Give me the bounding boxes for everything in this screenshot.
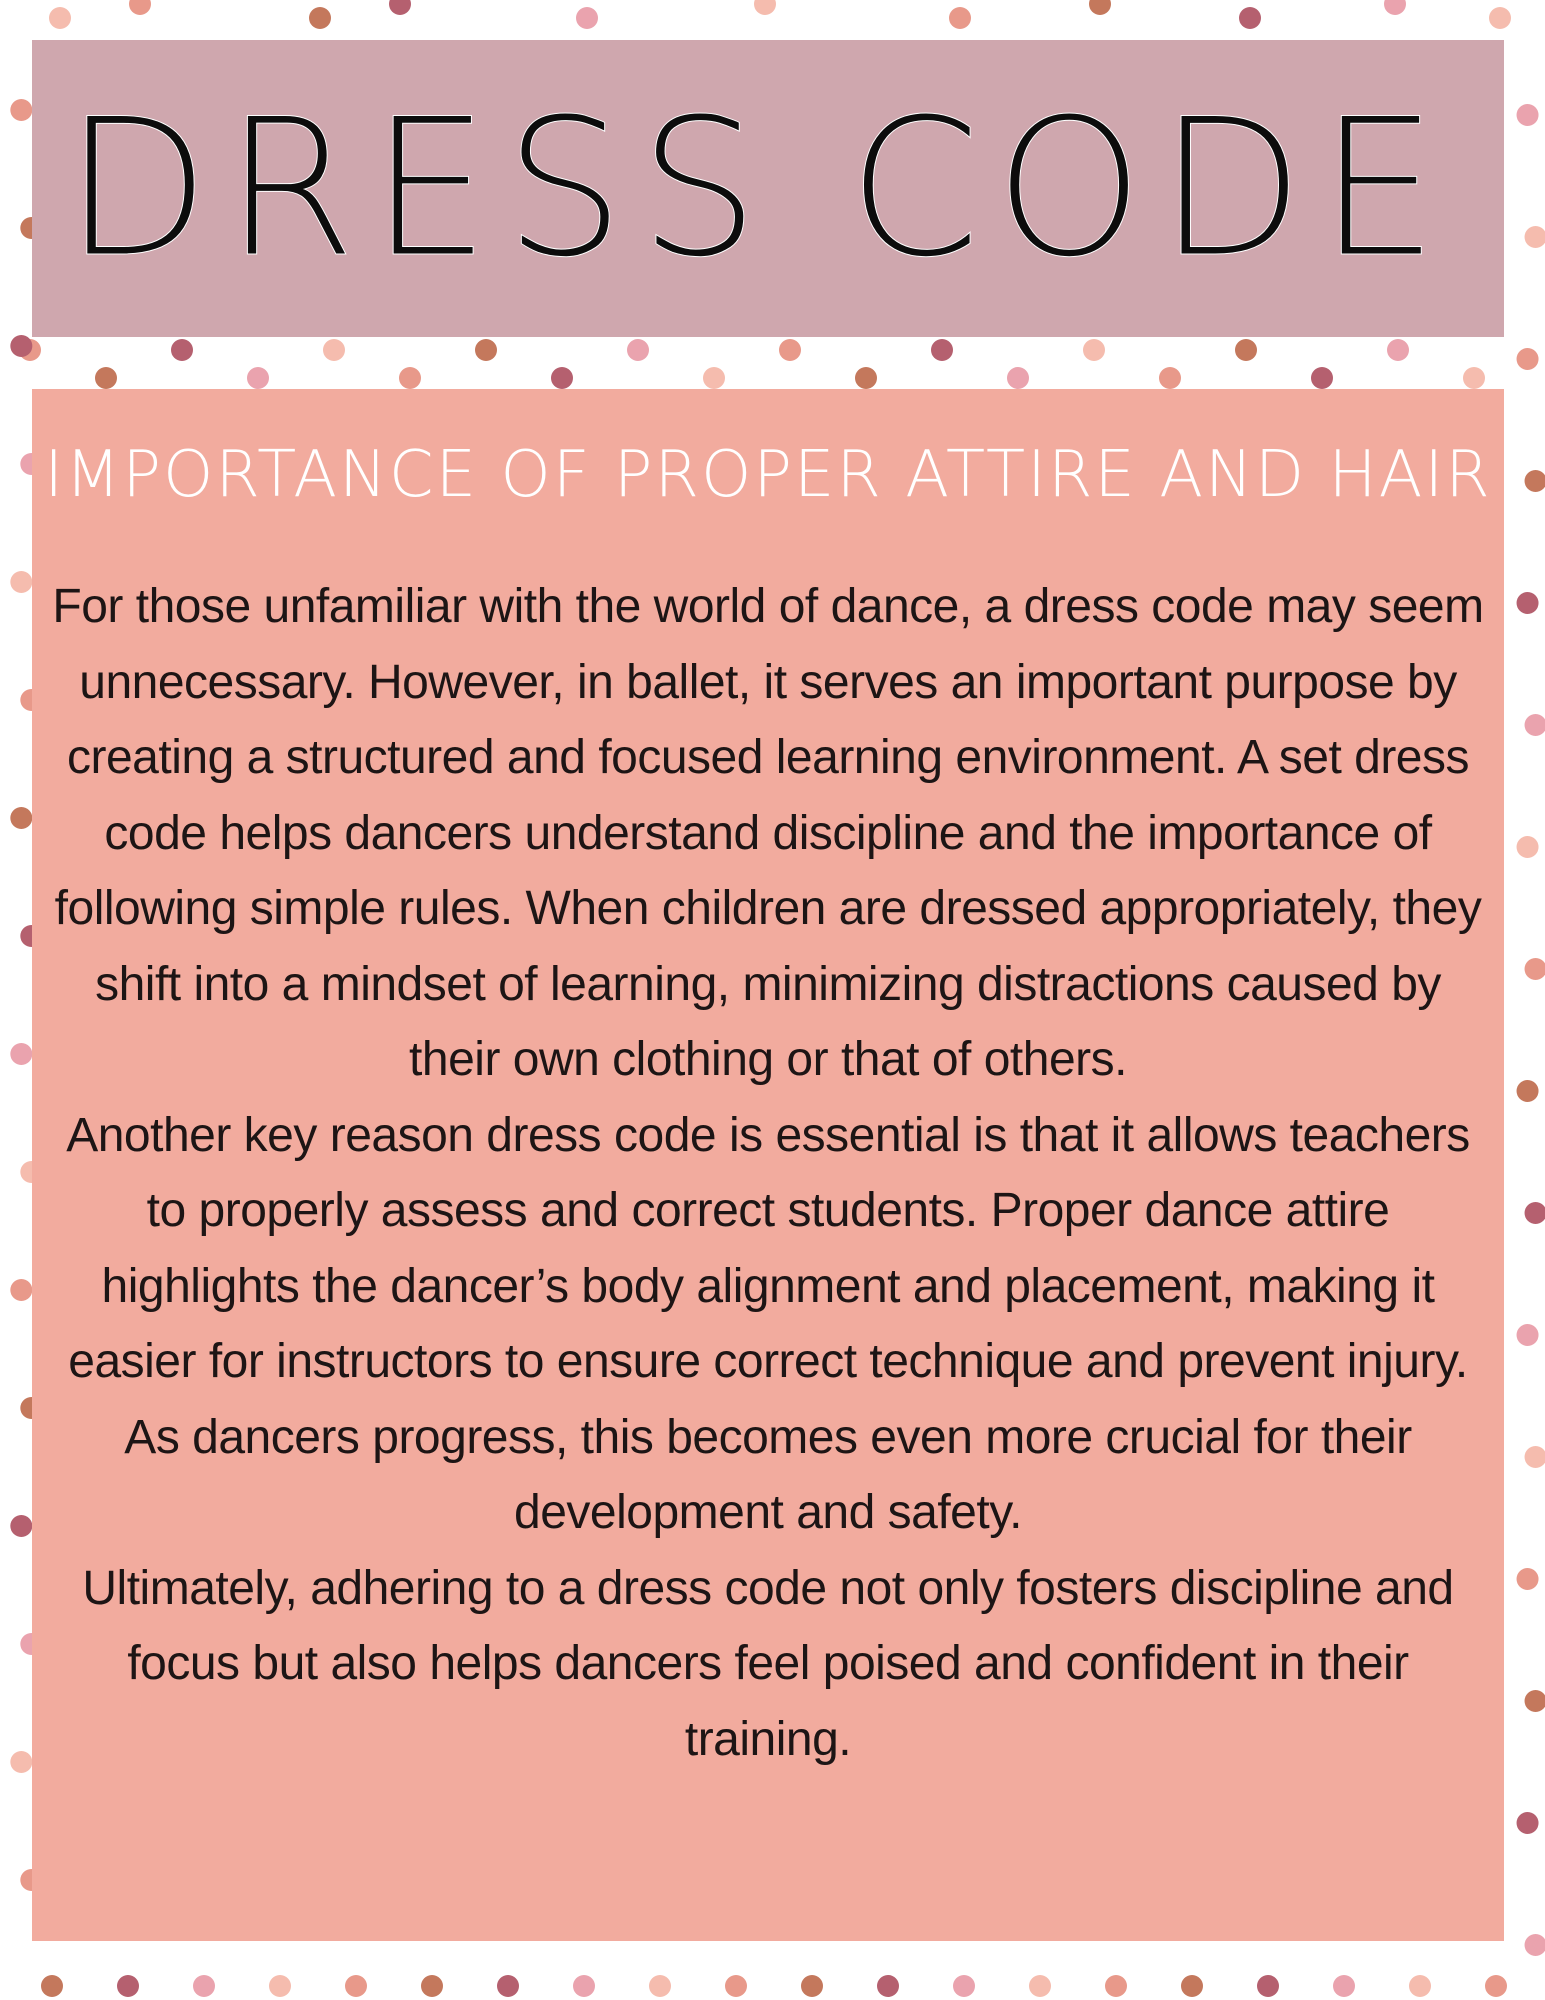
polka-dot [1333, 1975, 1355, 1997]
polka-dot [754, 0, 776, 15]
polka-dot [1517, 1812, 1539, 1834]
polka-dot [389, 0, 411, 15]
polka-dot [1257, 1975, 1279, 1997]
polka-dot [1235, 339, 1257, 361]
polka-dot [1105, 1975, 1127, 1997]
polka-dot [475, 339, 497, 361]
polka-dot [931, 339, 953, 361]
polka-dot [10, 335, 32, 357]
paragraph-2: Another key reason dress code is essential is that it allows teachers to properly assess and correct students. Proper dance attire highlights the dancer’s body alignment and placement, making it easier for instructors to ensure correct technique and prevent injury. As dancers progress, this becomes even more crucial for their development and safety. [66, 1108, 1470, 1539]
polka-dot [309, 7, 331, 29]
polka-dot [1029, 1975, 1051, 1997]
polka-dot [129, 0, 151, 15]
polka-dot [10, 807, 32, 829]
polka-dot [576, 7, 598, 29]
polka-dot [1525, 470, 1545, 492]
polka-dot [1384, 0, 1406, 15]
polka-dot [1517, 348, 1539, 370]
polka-dot [117, 1975, 139, 1997]
polka-dot [1463, 367, 1485, 389]
polka-dot [779, 339, 801, 361]
polka-dot [1387, 339, 1409, 361]
polka-dot [1409, 1975, 1431, 1997]
polka-dot [10, 99, 32, 121]
polka-dot [345, 1975, 367, 1997]
polka-dot [1083, 339, 1105, 361]
polka-dot [1517, 1080, 1539, 1102]
polka-dot [269, 1975, 291, 1997]
polka-dot [247, 367, 269, 389]
polka-dot [10, 571, 32, 593]
polka-dot [10, 1515, 32, 1537]
paragraph-3: Ultimately, adhering to a dress code not only fosters discipline and focus but also helps dancers feel poised and confident in their training. [82, 1561, 1454, 1766]
polka-dot [49, 7, 71, 29]
polka-dot [421, 1975, 443, 1997]
polka-dot [1239, 7, 1261, 29]
polka-dot [1485, 1975, 1507, 1997]
body-text [46, 569, 1490, 1777]
polka-dot [41, 1975, 63, 1997]
polka-dot [1517, 1568, 1539, 1590]
polka-dot [877, 1975, 899, 1997]
polka-dot [10, 1279, 32, 1301]
polka-dot [1525, 1202, 1545, 1224]
polka-dot [1525, 958, 1545, 980]
polka-dot [1489, 7, 1511, 29]
polka-dot [95, 367, 117, 389]
content-panel [32, 389, 1504, 1941]
polka-dot [1525, 226, 1545, 248]
polka-dot [855, 367, 877, 389]
polka-dot [953, 1975, 975, 1997]
polka-dot [1525, 1690, 1545, 1712]
polka-dot [801, 1975, 823, 1997]
paragraph-1: For those unfamiliar with the world of dance, a dress code may seem unnecessary. However, in ballet, it serves an important purpose by creating a structured and focused learning environment. A set dress code helps dancers understand discipline and the importance of following simple rules. When children are dressed appropriately, they shift into a mindset of learning, minimizing distractions caused by their own clothing or that of others. [52, 580, 1484, 1086]
polka-dot [725, 1975, 747, 1997]
polka-dot [171, 339, 193, 361]
title-band [32, 40, 1504, 337]
polka-dot [649, 1975, 671, 1997]
polka-dot [1007, 367, 1029, 389]
polka-dot [497, 1975, 519, 1997]
polka-dot [1311, 367, 1333, 389]
page-title: DRESS CODE [63, 77, 1453, 299]
polka-dot [193, 1975, 215, 1997]
polka-dot [1089, 0, 1111, 15]
polka-dot [627, 339, 649, 361]
polka-dot [1525, 1934, 1545, 1956]
polka-dot [1525, 714, 1545, 736]
polka-dot [10, 1751, 32, 1773]
polka-dot [551, 367, 573, 389]
polka-dot [573, 1975, 595, 1997]
polka-dot [1517, 592, 1539, 614]
polka-dot [10, 1043, 32, 1065]
polka-dot [1517, 836, 1539, 858]
polka-dot [1517, 1324, 1539, 1346]
polka-dot [1517, 104, 1539, 126]
polka-dot [1159, 367, 1181, 389]
polka-dot [1181, 1975, 1203, 1997]
polka-dot [949, 7, 971, 29]
polka-dot [399, 367, 421, 389]
section-heading: IMPORTANCE OF PROPER ATTIRE AND HAIR [44, 438, 1492, 512]
polka-dot [703, 367, 725, 389]
polka-dot [1525, 1446, 1545, 1468]
polka-dot [323, 339, 345, 361]
